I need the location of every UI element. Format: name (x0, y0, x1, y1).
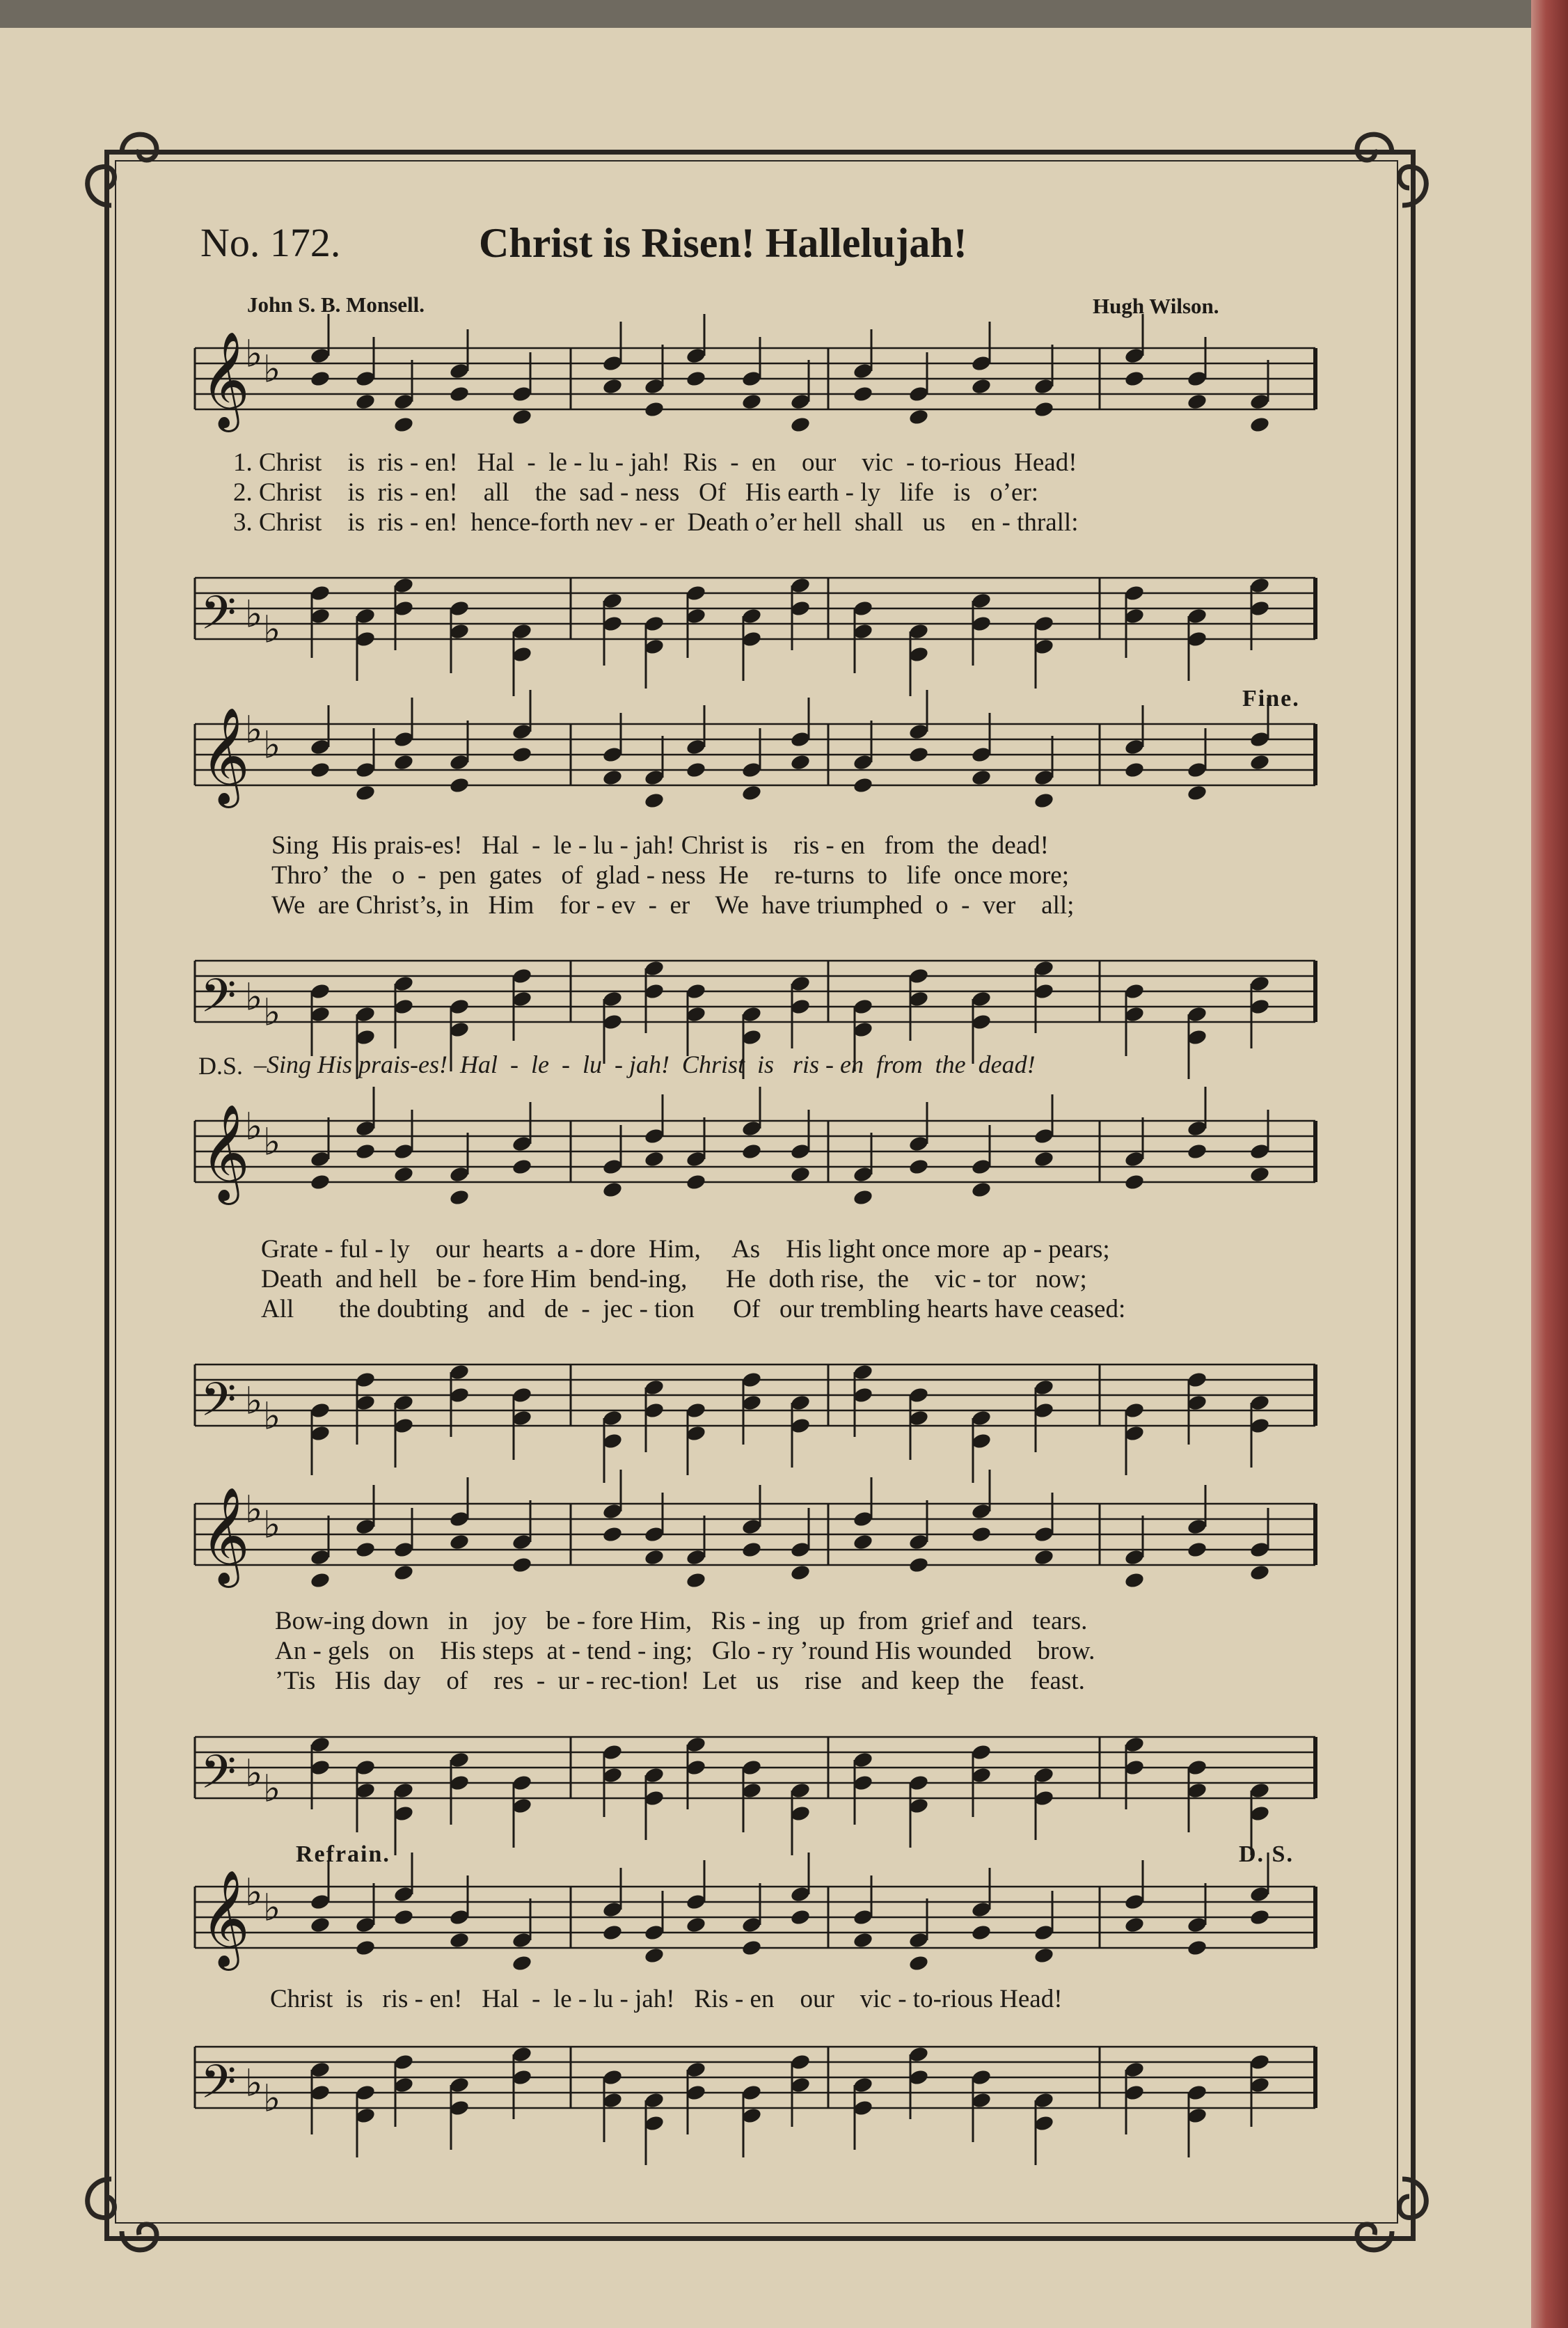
bass-staff (195, 954, 1315, 1035)
notehead (449, 1931, 470, 1949)
notehead (355, 393, 377, 411)
bass-clef-icon: 𝄢 (200, 1373, 237, 1438)
notehead (741, 1142, 763, 1161)
notehead (1124, 761, 1146, 779)
flat-icon: ♭ (263, 1766, 281, 1811)
notehead (310, 761, 331, 779)
bass-clef-icon: 𝄢 (200, 2055, 237, 2120)
notehead (971, 1525, 992, 1543)
notehead (602, 1525, 624, 1543)
bass-clef-icon: 𝄢 (200, 969, 237, 1034)
bass-staff (195, 2040, 1315, 2121)
composer-credit: Hugh Wilson. (1093, 294, 1219, 318)
flat-icon: ♭ (245, 975, 263, 1019)
lyric-line: An - gels on His steps at - tend - ing; Glo - ry ’round His wounded brow. (275, 1637, 1095, 1665)
notehead (393, 1908, 415, 1926)
corner-scroll-icon (70, 2158, 174, 2263)
notehead (644, 1150, 665, 1168)
treble-staff (195, 331, 1315, 428)
lyric-line: Christ is ris - en! Hal - le - lu - jah! Ris - en our vic - to-rious Head! (270, 1985, 1063, 2013)
notehead (971, 1924, 992, 1942)
bass-staff (195, 571, 1315, 652)
notehead (602, 769, 624, 787)
notehead (449, 1533, 470, 1551)
bass-clef-icon: 𝄢 (200, 1745, 237, 1810)
notehead (355, 1939, 377, 1957)
notehead (1034, 400, 1055, 418)
notehead (602, 377, 624, 395)
notehead (449, 776, 470, 794)
notehead (1034, 1548, 1055, 1566)
lyric-line: Grate - ful - ly our hearts a - dore Him, As His light once more ap - pears; (261, 1235, 1110, 1264)
lyric-line: 3. Christ is ris - en! hence-forth nev - er Death o’er hell shall us en - thrall: (233, 508, 1079, 537)
notehead (1187, 1142, 1208, 1161)
lyric-line: We are Christ’s, in Him for - ev - er We have triumphed o - ver all; (271, 891, 1075, 920)
bass-staff (195, 1358, 1315, 1438)
notehead (644, 400, 665, 418)
notehead (790, 1165, 811, 1183)
notehead (1124, 1916, 1146, 1934)
notehead (1124, 370, 1146, 388)
notehead (1187, 393, 1208, 411)
treble-clef-icon: 𝄞 (200, 1870, 250, 1967)
treble-staff (195, 1104, 1315, 1201)
notehead (686, 370, 707, 388)
lyric-line: Thro’ the o - pen gates of glad - ness He re-turns to life once more; (271, 861, 1069, 890)
flat-icon: ♭ (263, 990, 281, 1035)
notehead (741, 393, 763, 411)
treble-clef-icon: 𝄞 (200, 707, 250, 804)
treble-clef-icon: 𝄞 (200, 1104, 250, 1201)
notehead (393, 1165, 415, 1183)
notehead (741, 1541, 763, 1559)
notehead (1187, 1939, 1208, 1957)
notehead (1249, 1908, 1271, 1926)
notehead (908, 1556, 930, 1574)
notehead (1187, 1541, 1208, 1559)
flat-icon: ♭ (245, 1751, 263, 1795)
lyric-line: 1. Christ is ris - en! Hal - le - lu - jah! Ris - en our vic - to-rious Head! (233, 448, 1077, 477)
notehead (1249, 1165, 1271, 1183)
flat-icon: ♭ (263, 723, 281, 767)
notehead (310, 370, 331, 388)
ds-label: D.S. (198, 1052, 244, 1080)
notehead (790, 1908, 811, 1926)
notehead (686, 761, 707, 779)
bass-staff (195, 1730, 1315, 1811)
notehead (853, 1533, 874, 1551)
notehead (644, 1548, 665, 1566)
ds-text: –Sing His prais-es! Hal - le - lu - jah! Christ is ris - en from the dead! (254, 1051, 1036, 1078)
notehead (449, 385, 470, 403)
lyric-line: ’Tis His day of res - ur - rec-tion! Let us rise and keep the feast. (275, 1667, 1085, 1695)
flat-icon: ♭ (263, 2076, 281, 2121)
flat-icon: ♭ (263, 347, 281, 391)
lyric-line: Bow-ing down in joy be - fore Him, Ris - ing up from grief and tears. (275, 1607, 1088, 1635)
notehead (908, 1158, 930, 1176)
flat-icon: ♭ (245, 2061, 263, 2105)
notehead (393, 753, 415, 771)
flat-icon: ♭ (263, 1119, 281, 1164)
lyric-line: Sing His prais-es! Hal - le - lu - jah! Christ is ris - en from the dead! (271, 831, 1049, 860)
notehead (310, 1916, 331, 1934)
treble-clef-icon: 𝄞 (200, 331, 250, 428)
book-spine-edge (0, 0, 1531, 28)
notehead (512, 746, 533, 764)
lyric-line: All the doubting and de - jec - tion Of our trembling hearts have ceased: (261, 1295, 1126, 1323)
notehead (853, 1931, 874, 1949)
notehead (853, 776, 874, 794)
notehead (1124, 1173, 1146, 1191)
hymn-number: No. 172. (200, 220, 341, 265)
treble-clef-icon: 𝄞 (200, 1487, 250, 1584)
lyric-line: Death and hell be - fore Him bend-ing, He doth rise, the vic - tor now; (261, 1265, 1087, 1293)
notehead (971, 769, 992, 787)
notehead (1034, 1150, 1055, 1168)
refrain-marking: Refrain. (296, 1841, 390, 1867)
notehead (686, 1916, 707, 1934)
hymn-header (200, 219, 1328, 275)
notehead (512, 1556, 533, 1574)
bass-clef-icon: 𝄢 (200, 586, 237, 651)
treble-staff (195, 1870, 1315, 1967)
notehead (310, 1173, 331, 1191)
treble-staff (195, 1487, 1315, 1584)
notehead (971, 377, 992, 395)
flat-icon: ♭ (263, 1394, 281, 1438)
book-cover-edge (1531, 0, 1568, 2328)
notehead (853, 385, 874, 403)
notehead (355, 1142, 377, 1161)
flat-icon: ♭ (245, 1870, 263, 1914)
notehead (790, 753, 811, 771)
flat-icon: ♭ (245, 331, 263, 376)
fine-marking: Fine. (1242, 686, 1300, 711)
notehead (686, 1173, 707, 1191)
notehead (355, 1541, 377, 1559)
flat-icon: ♭ (263, 1502, 281, 1547)
notehead (908, 746, 930, 764)
corner-scroll-icon (1340, 122, 1444, 226)
notehead (602, 1924, 624, 1942)
corner-scroll-icon (70, 122, 174, 226)
ds-end-marking: D. S. (1239, 1841, 1294, 1867)
lyricist-credit: John S. B. Monsell. (247, 292, 425, 317)
notehead (741, 1939, 763, 1957)
flat-icon: ♭ (245, 592, 263, 636)
flat-icon: ♭ (245, 707, 263, 752)
flat-icon: ♭ (245, 1378, 263, 1423)
flat-icon: ♭ (245, 1487, 263, 1532)
flat-icon: ♭ (245, 1104, 263, 1149)
notehead (512, 1158, 533, 1176)
corner-scroll-icon (1340, 2158, 1444, 2263)
treble-staff (195, 707, 1315, 804)
flat-icon: ♭ (263, 607, 281, 652)
hymn-title: Christ is Risen! Hallelujah! (479, 220, 967, 266)
flat-icon: ♭ (263, 1885, 281, 1930)
notehead (1249, 753, 1271, 771)
lyric-line: 2. Christ is ris - en! all the sad - ness Of His earth - ly life is o’er: (233, 478, 1039, 507)
